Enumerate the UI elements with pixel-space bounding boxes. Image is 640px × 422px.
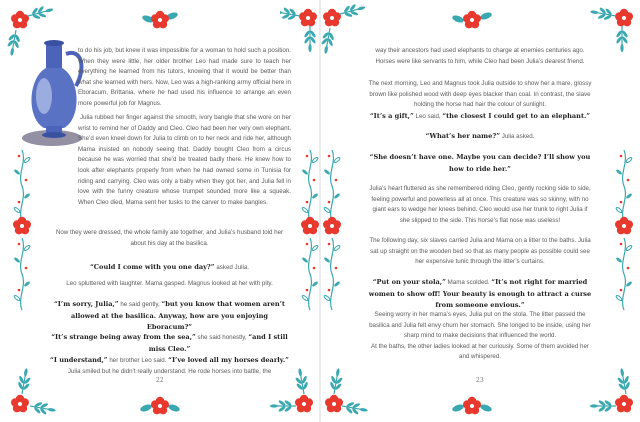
page-number-left: 22 xyxy=(156,377,164,384)
right-page xyxy=(320,0,640,422)
dialogue-strange-being-away: “It’s strange being away from the sea,” she said honestly, “and I still miss Cleo.” “I understand,” her brother Leo said. “I’ve loved all my horses dearly.” Julia smiled but he didn’t really understand. He rode horses into battle, the xyxy=(50,333,289,375)
left-page-paragraph-2: Julia rubbed her finger against the smooth, ivory bangle that she wore on her wrist to remind her of Daddy and Cleo. Cleo had been her very own elephant. She’d even kneel down for Julia to climb on to her neck and ride her, although Mama insisted on nobody seeing that. Daddy bought Cleo from a circus because he was worried that she’d be treated badly there. He knew how to look after elephants properly from when he had owned some in Tunisia for riding and carrying. Cleo was only a baby when they got her, and Julia fell in love with the funny creature whose trumpet sounded more like a squeak. When Cleo died, Mama sent her tusks to the carver to make bangles. xyxy=(78,114,291,206)
right-page-paragraph-1: way their ancestors had used elephants to charge at enemies centuries ago. Horses were like servants to him, while Cleo had been Julia’s dearest friend. xyxy=(375,47,585,65)
blue-jug-illustration-icon xyxy=(22,38,84,148)
right-page-paragraph-heart-fluttered: Julia’s heart fluttered as she remembered riding Cleo, gently rocking side to side, feeling powerful and powerless all at once. This creature was so skinny, with no giant ears to wedge her knees behind. Cleo would use her trunk to right Julia if she slipped to the side. This horse’s flat nose was useless! xyxy=(369,185,591,224)
left-page-paragraph-1: to do his job, but knew it was impossible for a woman to hold such a position. When they were little, her older brother Leo had made sure to teach her everything he learned from his tutors, knowing that it would be better than what she learned with hers. Now, Leo was a high-ranking army official here in Eboracum, Brittania, where he had used his influence to arrange an even more powerful job for Magnus. xyxy=(78,47,291,107)
left-page-paragraph-leo-spluttered: Leo spluttered with laughter. Mama gasped. Magnus looked at her with pity. xyxy=(66,280,273,287)
right-page-paragraph-seeing-worry: Seeing worry in her mama’s eyes, Julia put on the stola. The litter passed the basilica and Julia felt envy churn her stomach. She longed to be inside, using her sharp mind to make decisions that influenced the world. At the baths, the other ladies looked at her curiously. Some of them avoided her and whispered. xyxy=(369,311,591,361)
dialogue-whats-her-name: “What’s her name?” Julia asked. xyxy=(425,132,535,140)
right-page-paragraph-following-day: The following day, six slaves carried Julia and Mama on a litter to the baths. Julia sat up straight on the wooden bed so that as many people as possible could see her expensive tunic through the litter’s curtains. xyxy=(369,237,591,266)
left-vine-border-icon xyxy=(320,150,344,370)
dialogue-put-on-your-stola: “Put on your stola,” Mama scolded. “It’s not right for married women to show off! Your beauty is enough to attract a curse from someone envious.” xyxy=(368,278,592,310)
corner-flower-bottom-left-icon xyxy=(320,362,380,422)
left-page-paragraph-3: Now they were dressed, the whole family ate together, and Julia’s husband told her about his day at the basilica. xyxy=(55,229,284,247)
right-page-paragraph-2: The next morning, Leo and Magnus took Julia outside to show her a mare, glossy brown like polished wood with deep eyes blacker than coal. In contrast, the slave holding the horse had hair the colour of sunlight. “It’s a gift,” Leo said, “the closest I could get to an elephant.” xyxy=(368,80,592,120)
bottom-center-flower-icon xyxy=(450,392,494,422)
right-vine-border-icon xyxy=(612,150,636,370)
page-number-right: 23 xyxy=(476,377,484,384)
dialogue-could-i-come: “Could I come with you one day?” asked Julia. xyxy=(90,263,249,271)
left-vine-border-icon xyxy=(10,150,34,370)
dialogue-she-doesnt-have-one: “She doesn’t have one. Maybe you can decide? I’ll show you how to ride her.” xyxy=(369,153,591,173)
top-center-flower-icon xyxy=(140,4,180,34)
dialogue-im-sorry-julia: “I’m sorry, Julia,” he said gently, “but you know that women aren’t allowed at the basilica. Anyway, how are you enjoying Eboracum?” xyxy=(54,300,285,332)
corner-flower-bottom-right-icon xyxy=(578,362,640,422)
top-center-flower-icon xyxy=(450,4,494,34)
bottom-center-flower-icon xyxy=(138,392,182,422)
